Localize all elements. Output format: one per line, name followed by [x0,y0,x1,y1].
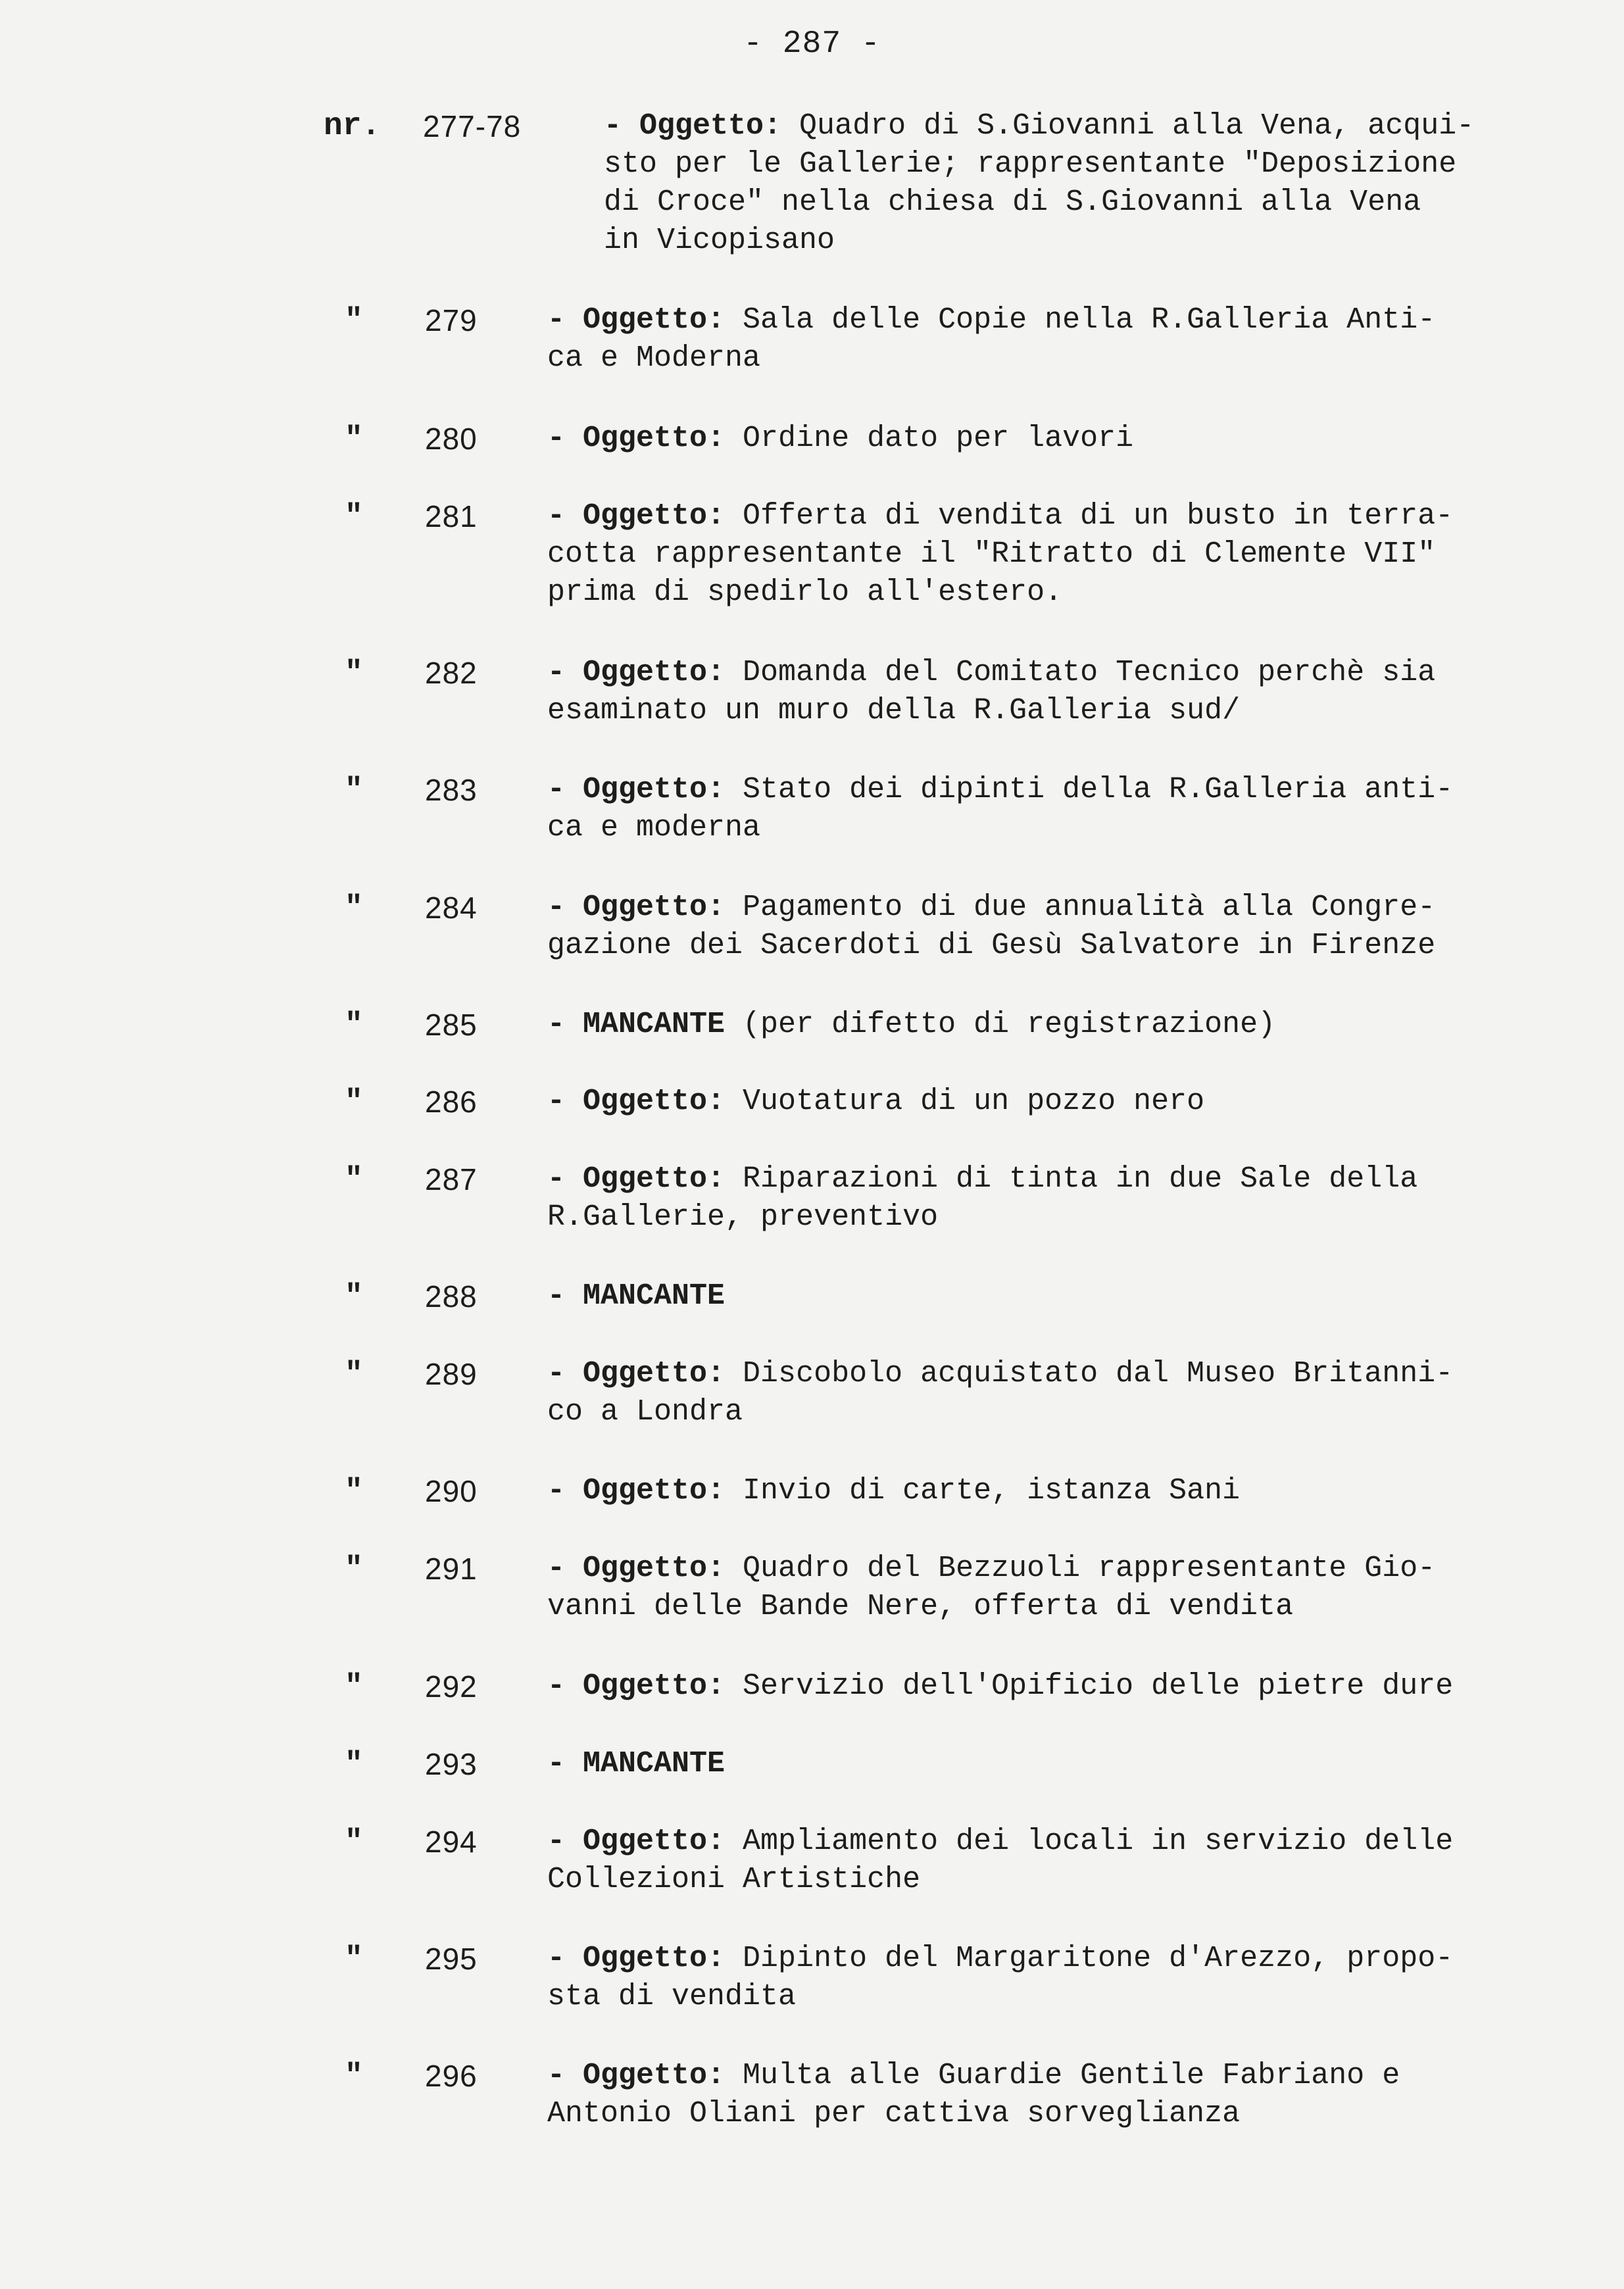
entry-subject: Quadro del Bezzuoli rappresentante Gio- [725,1552,1436,1585]
entry-line [547,1667,1573,1706]
ditto-mark: " [345,303,363,337]
ditto-mark: " [345,2059,363,2093]
entry-line: di Croce" nella chiesa di S.Giovanni alla Vena [604,185,1421,219]
entry-line: ca e moderna [547,811,761,845]
entry-number: 282 [425,656,478,690]
entry-line: Antonio Oliani per cattiva sorveglianza [547,2097,1241,2130]
entry-line: ca e Moderna [547,341,761,375]
entry-text [547,1550,1573,1626]
entry-subject: (per difetto di registrazione) [725,1008,1276,1041]
ditto-mark: " [345,1279,363,1314]
ditto-mark: " [345,1162,363,1196]
entry-text [547,420,1573,458]
entry-line [547,1083,1573,1121]
entry-subject: Domanda del Comitato Tecnico perchè sia [725,656,1436,689]
entry-label: - Oggetto: [547,422,726,455]
entry-subject: Dipinto del Margaritone d'Arezzo, propo- [725,1942,1454,1975]
ditto-mark: " [345,499,363,533]
entry-subject: Vuotatura di un pozzo nero [725,1085,1205,1118]
entry-number: 291 [425,1552,478,1586]
entry-line [547,1277,1573,1316]
entry-subject: Servizio dell'Opificio delle pietre dure [725,1669,1454,1703]
entry-subject: Invio di carte, istanza Sani [725,1474,1241,1508]
entry-line [547,1160,1573,1198]
entry-text [547,1006,1573,1044]
entry-label: - Oggetto: [547,1474,726,1508]
entry-line [547,1550,1573,1588]
ditto-mark: " [345,1825,363,1859]
entry-label: - Oggetto: [547,499,726,533]
entry-line [604,107,1624,145]
page-number: - 287 - [743,26,881,62]
entry-label: - Oggetto: [547,1357,726,1391]
entry-label: - Oggetto: [547,891,726,924]
entry-label: - Oggetto: [547,1085,726,1118]
entry-text [547,1083,1573,1121]
entry-line: sta di vendita [547,1980,797,2013]
entry-subject: Ordine dato per lavori [725,422,1134,455]
entry-text [547,1472,1573,1510]
entry-text [547,2057,1573,2133]
entry-number: 292 [425,1669,478,1704]
entry-text [547,889,1573,965]
entry-number: 295 [425,1942,478,1976]
entry-line: esaminato un muro della R.Galleria sud/ [547,694,1241,727]
ditto-mark: " [345,1747,363,1781]
entry-text [547,771,1573,847]
entry-line [547,1472,1573,1510]
entry-subject: Sala delle Copie nella R.Galleria Anti- [725,303,1436,337]
entry-number: 281 [425,499,478,533]
ditto-mark: " [345,1669,363,1704]
entry-text [547,301,1573,378]
entry-prefix: nr. [324,109,381,144]
entry-label: - MANCANTE [547,1279,726,1313]
entry-label: - Oggetto: [547,773,726,806]
ditto-mark: " [345,1474,363,1508]
entry-line [547,420,1573,458]
entry-line [547,1823,1573,1861]
entry-number: 296 [425,2059,478,2093]
entry-number: 288 [425,1279,478,1314]
entry-label: - MANCANTE [547,1747,726,1781]
entry-number: 289 [425,1357,478,1391]
entry-number: 283 [425,773,478,807]
entry-line [547,2057,1573,2095]
entry-number: 284 [425,891,478,925]
entry-subject: Pagamento di due annualità alla Congre- [725,891,1436,924]
entry-subject: Stato dei dipinti della R.Galleria anti- [725,773,1454,806]
ditto-mark: " [345,1552,363,1586]
ditto-mark: " [345,656,363,690]
entry-line: sto per le Gallerie; rappresentante "Deposizione [604,147,1457,181]
entry-number: 290 [425,1474,478,1508]
entry-line [547,771,1573,809]
entry-text [604,107,1624,260]
entry-subject: Riparazioni di tinta in due Sale della [725,1162,1418,1196]
entry-number: 294 [425,1825,478,1859]
entry-subject: Quadro di S.Giovanni alla Vena, acqui- [781,109,1475,143]
ditto-mark: " [345,891,363,925]
entry-subject: Ampliamento dei locali in servizio delle [725,1825,1454,1858]
entry-line [547,1940,1573,1978]
entry-label: - Oggetto: [547,1825,726,1858]
ditto-mark: " [345,422,363,456]
entry-label: - Oggetto: [547,1942,726,1975]
entry-text [547,1745,1573,1783]
entry-line [547,301,1573,339]
entry-label: - Oggetto: [547,1162,726,1196]
entry-label: - Oggetto: [547,303,726,337]
entry-number: 277-78 [423,109,522,143]
entry-subject: Discobolo acquistato dal Museo Britanni- [725,1357,1454,1391]
ditto-mark: " [345,1008,363,1042]
entry-number: 280 [425,422,478,456]
entry-line [547,889,1573,927]
entry-line: R.Gallerie, preventivo [547,1200,939,1234]
ditto-mark: " [345,1085,363,1119]
entry-line: Collezioni Artistiche [547,1863,921,1896]
entry-text [547,1667,1573,1706]
entry-line [547,1355,1573,1393]
entry-label: - Oggetto: [547,1669,726,1703]
entry-text [547,654,1573,730]
entry-text [547,497,1573,612]
entry-line [547,1006,1573,1044]
entry-line [547,497,1573,535]
entry-line: vanni delle Bande Nere, offerta di vendita [547,1590,1294,1623]
entry-label: - MANCANTE [547,1008,726,1041]
entry-label: - Oggetto: [547,1552,726,1585]
entry-line: in Vicopisano [604,224,835,257]
entry-line: co a Londra [547,1395,743,1429]
entry-line: cotta rappresentante il "Ritratto di Clemente VII" [547,537,1436,571]
entry-text [547,1160,1573,1237]
entry-label: - Oggetto: [547,2059,726,2092]
entry-number: 279 [425,303,478,337]
entry-text [547,1823,1573,1899]
entry-line [547,654,1573,692]
entry-number: 287 [425,1162,478,1196]
entry-line: prima di spedirlo all'estero. [547,576,1063,609]
entry-number: 286 [425,1085,478,1119]
entry-subject: Offerta di vendita di un busto in terra- [725,499,1454,533]
entry-text [547,1277,1573,1316]
entry-number: 285 [425,1008,478,1042]
entry-text [547,1355,1573,1431]
ditto-mark: " [345,773,363,807]
entry-line [547,1745,1573,1783]
entry-label: - Oggetto: [547,656,726,689]
entry-text [547,1940,1573,2016]
entry-subject: Multa alle Guardie Gentile Fabriano e [725,2059,1400,2092]
entry-label: - Oggetto: [604,109,782,143]
entry-line: gazione dei Sacerdoti di Gesù Salvatore in Firenze [547,929,1436,962]
entry-number: 293 [425,1747,478,1781]
ditto-mark: " [345,1942,363,1976]
ditto-mark: " [345,1357,363,1391]
